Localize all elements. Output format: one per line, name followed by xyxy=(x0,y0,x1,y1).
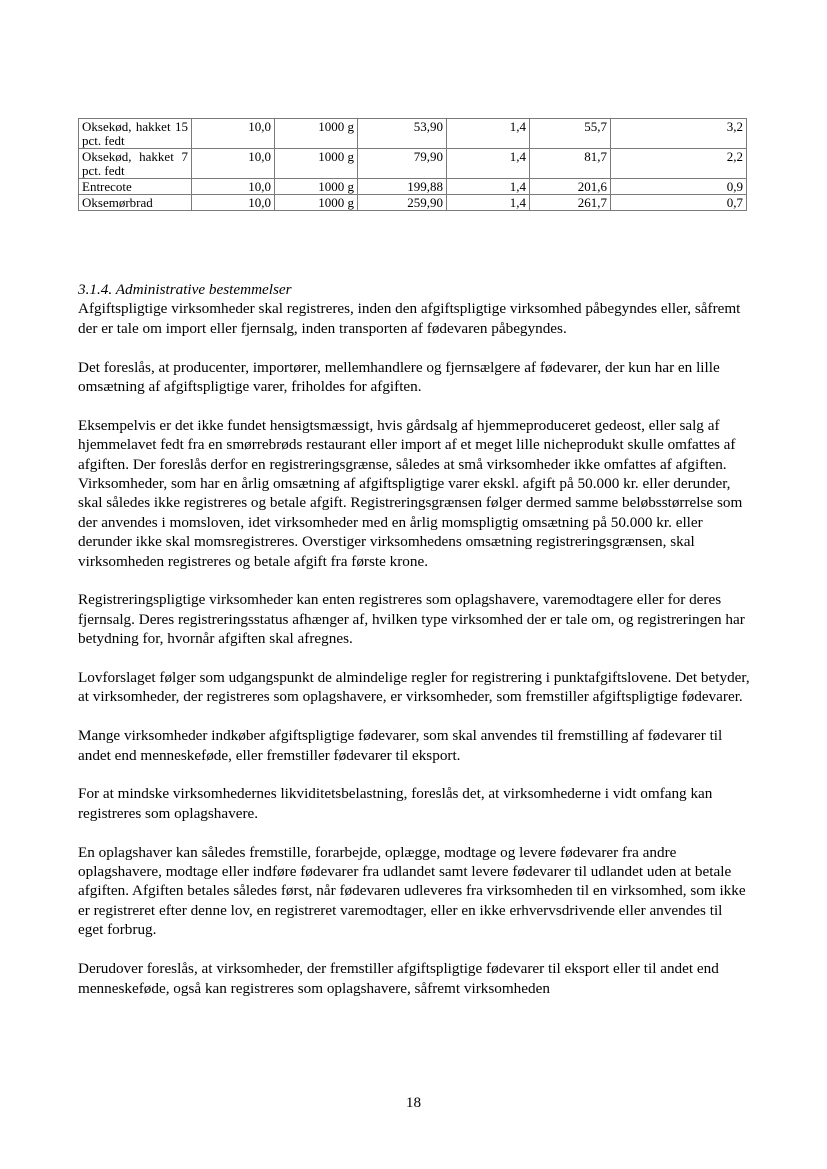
table-cell: 10,0 xyxy=(192,179,275,195)
body-text xyxy=(78,280,750,1017)
table-cell: 2,2 xyxy=(611,149,747,179)
paragraph: For at mindske virksomhedernes likviditetsbelastning, foreslås det, at virksomhederne i vidt omfang kan registreres som oplagshavere. xyxy=(78,785,713,822)
table-row xyxy=(79,119,747,149)
paragraph: Derudover foreslås, at virksomheder, der fremstiller afgiftspligtige fødevarer til eksport eller til andet end menneskeføde, også kan registreres som oplagshavere, såfremt virksomheden xyxy=(78,960,719,997)
table-cell: 55,7 xyxy=(530,119,611,149)
table-cell: 0,9 xyxy=(611,179,747,195)
table-cell-product: Oksekød, hakket 7 pct. fedt xyxy=(79,149,192,179)
paragraph: Registreringspligtige virksomheder kan enten registreres som oplagshavere, varemodtagere eller for deres fjernsalg. Deres registreringsstatus afhænger af, hvilken type virksomhed der er tale om, og registreringen har betydning for, hvornår afgiften skal afregnes. xyxy=(78,591,745,648)
table-row xyxy=(79,179,747,195)
table-row xyxy=(79,149,747,179)
table-cell: 10,0 xyxy=(192,195,275,211)
table-cell: 201,6 xyxy=(530,179,611,195)
paragraph: Eksempelvis er det ikke fundet hensigtsmæssigt, hvis gårdsalg af hjemmeproduceret gedeost, eller salg af hjemmelavet fedt fra en smørrebrøds restaurant eller import af et meget lille nicheprodukt skulle omfattes af afgiften. Der foreslås derfor en registreringsgrænse, således at små virksomheder ikke omfattes af afgiften. Virksomheder, som har en årlig omsætning af afgiftspligtige varer ekskl. afgift på 50.000 kr. eller derunder, skal således ikke registreres og betale afgift. Registreringsgrænsen følger dermed samme beløbsstørrelse som der anvendes i momsloven, idet virksomheder med en årlig momspligtig omsætning på 50.000 kr. eller derunder ikke skal momsregistreres. Overstiger virksomhedens omsætning registreringsgrænsen, skal virksomheden registreres og betale afgift fra første krone. xyxy=(78,416,743,570)
table-cell: 79,90 xyxy=(358,149,447,179)
table-cell: 1000 g xyxy=(275,195,358,211)
table-cell: 1,4 xyxy=(447,179,530,195)
price-table xyxy=(78,118,747,211)
page-number: 18 xyxy=(405,1094,422,1111)
table-cell: 1,4 xyxy=(447,149,530,179)
table-cell: 261,7 xyxy=(530,195,611,211)
table-cell-product: Oksekød, hakket 15 pct. fedt xyxy=(79,119,192,149)
table-cell-product: Oksemørbrad xyxy=(79,195,192,211)
paragraph: Lovforslaget følger som udgangspunkt de almindelige regler for registrering i punktafgiftslovene. Det betyder, at virksomheder, der registreres som oplagshavere, er virksomheder, som fremstiller afgiftspligtige fødevarer. xyxy=(78,669,750,706)
table-cell: 0,7 xyxy=(611,195,747,211)
table-cell: 81,7 xyxy=(530,149,611,179)
price-table-body xyxy=(79,119,747,211)
table-cell: 1000 g xyxy=(275,179,358,195)
table-cell: 10,0 xyxy=(192,119,275,149)
table-cell: 3,2 xyxy=(611,119,747,149)
table-cell: 1000 g xyxy=(275,149,358,179)
table-cell: 1000 g xyxy=(275,119,358,149)
table-row xyxy=(79,195,747,211)
table-cell-product: Entrecote xyxy=(79,179,192,195)
table-cell: 53,90 xyxy=(358,119,447,149)
paragraph: Det foreslås, at producenter, importører, mellemhandlere og fjernsælgere af fødevarer, der kun har en lille omsætning af afgiftspligtige varer, friholdes for afgiften. xyxy=(78,358,720,396)
table-cell: 259,90 xyxy=(358,195,447,211)
paragraph: Mange virksomheder indkøber afgiftspligtige fødevarer, som skal anvendes til fremstilling af fødevarer til andet end menneskeføde, eller fremstiller fødevarer til eksport. xyxy=(78,727,723,764)
paragraph: En oplagshaver kan således fremstille, forarbejde, oplægge, modtage og levere fødevarer fra andre oplagshavere, modtage eller indføre fødevarer fra udlandet samt levere fødevarer til udlandet uden at betale afgiften. Afgiften betales således først, når fødevaren udleveres fra virksomheden til en virksomhed, som ikke er registreret efter denne lov, en registreret varemodtager, eller en ikke erhvervsdrivende eller anvendes til eget forbrug. xyxy=(78,843,746,939)
section-heading: 3.1.4. Administrative bestemmelser xyxy=(78,281,292,298)
table-cell: 10,0 xyxy=(192,149,275,179)
paragraph: Afgiftspligtige virksomheder skal registreres, inden den afgiftspligtige virksomhed påbegyndes eller, såfremt der er tale om import eller fjernsalg, inden transporten af fødevaren påbegyndes. xyxy=(78,300,741,337)
table-cell: 199,88 xyxy=(358,179,447,195)
table-cell: 1,4 xyxy=(447,195,530,211)
table-cell: 1,4 xyxy=(447,119,530,149)
